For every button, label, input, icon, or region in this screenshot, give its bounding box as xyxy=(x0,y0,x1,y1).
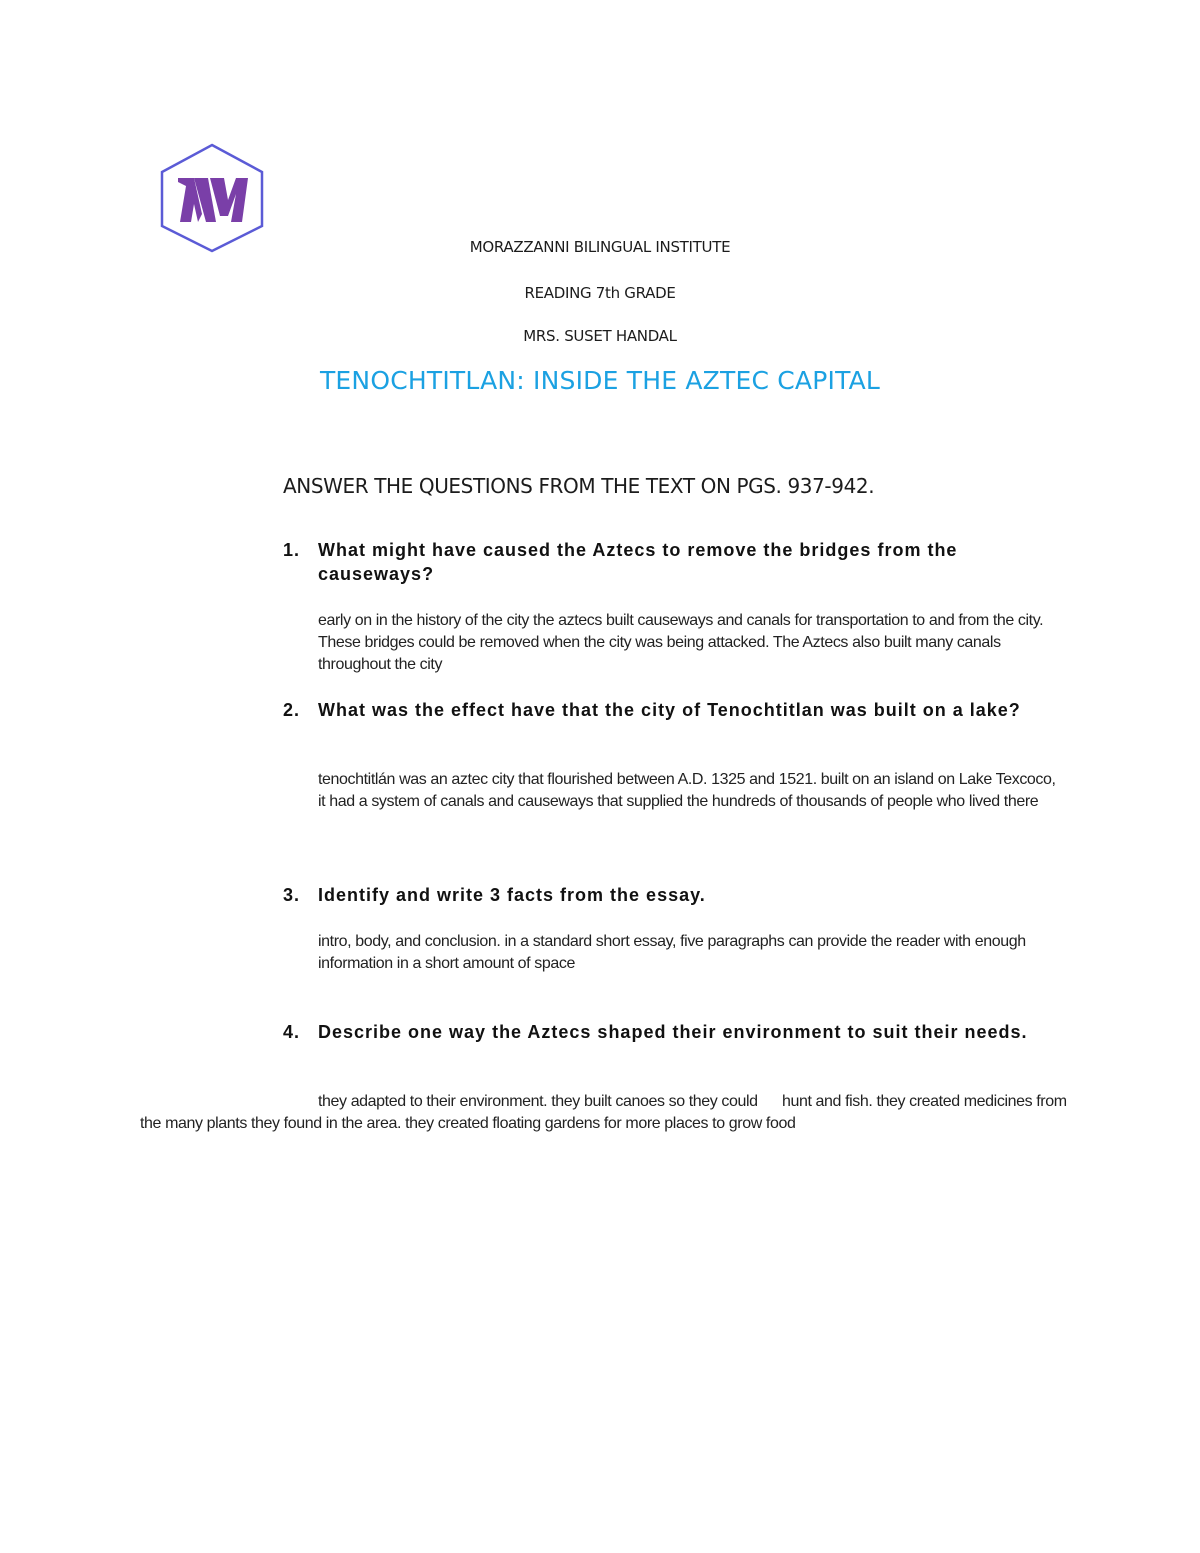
answer-2: tenochtitlán was an aztec city that flourished between A.D. 1325 and 1521. built on an island on Lake Texcoco, it had a system of canals and causeways that supplied the hundreds of thousands of people who lived there xyxy=(318,771,1056,810)
question-1 xyxy=(283,538,1073,586)
question-text: What might have caused the Aztecs to remove the bridges from the causeways? xyxy=(318,540,958,584)
question-4 xyxy=(283,1020,1073,1044)
instruction-text: ANSWER THE QUESTIONS FROM THE TEXT ON PGS. 937-942. xyxy=(283,474,875,498)
answer-4: they adapted to their environment. they built canoes so they could hunt and fish. they created medicines from the many plants they found in the area. they created floating gardens for more places to grow food xyxy=(140,1093,1071,1132)
question-text: Identify and write 3 facts from the essay. xyxy=(318,885,706,905)
answer-1: early on in the history of the city the aztecs built causeways and canals for transportation to and from the city. These bridges could be removed when the city was being attacked. The Aztecs also built many canals throughout the city xyxy=(318,612,1044,673)
teacher-name: MRS. SUSET HANDAL xyxy=(523,327,677,345)
question-number: 3. xyxy=(283,885,301,905)
answer-3: intro, body, and conclusion. in a standard short essay, five paragraphs can provide the reader with enough information in a short amount of space xyxy=(318,933,1026,972)
page-title: TENOCHTITLAN: INSIDE THE AZTEC CAPITAL xyxy=(319,366,881,395)
school-name: MORAZZANNI BILINGUAL INSTITUTE xyxy=(469,238,731,256)
question-number: 4. xyxy=(283,1022,301,1042)
question-number: 1. xyxy=(283,540,301,560)
question-number: 2. xyxy=(283,700,301,720)
question-text: What was the effect have that the city of Tenochtitlan was built on a lake? xyxy=(318,700,1021,720)
question-text: Describe one way the Aztecs shaped their environment to suit their needs. xyxy=(318,1022,1028,1042)
question-3 xyxy=(283,883,1073,907)
course-name: READING 7th GRADE xyxy=(524,284,676,302)
question-2 xyxy=(283,698,1073,722)
